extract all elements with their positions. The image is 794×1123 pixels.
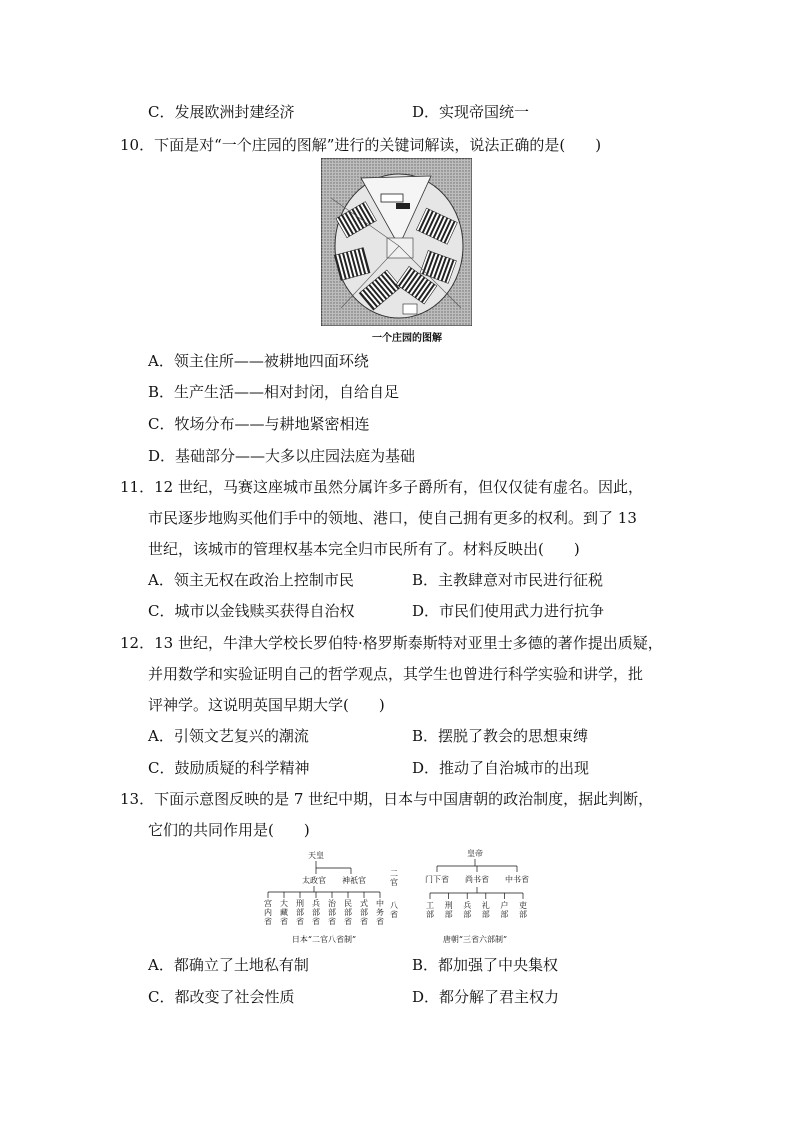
japan-chart-caption: 日本“二官八省制” — [291, 935, 357, 944]
japan-ministry-char: 省 — [312, 917, 320, 926]
q13-option-a: A．都确立了土地私有制 — [148, 956, 309, 974]
q13-stem-line2: 它们的共同作用是( ) — [148, 821, 310, 839]
q11-option-c: C．城市以金钱赎买获得自治权 — [148, 602, 355, 620]
tang-bu-char: 礼 — [481, 901, 490, 910]
q13-option-b: B．都加强了中央集权 — [412, 956, 559, 974]
japan-ministry-char: 务 — [376, 908, 384, 917]
japan-ministry-char: 部 — [296, 908, 304, 917]
japan-ministry-char: 治 — [328, 899, 336, 908]
q10-option-d: D．基础部分——大多以庄园法庭为基础 — [148, 447, 416, 465]
tang-bu-3 — [463, 900, 471, 919]
japan-ministry-7 — [360, 898, 368, 926]
tang-bu-char: 部 — [519, 910, 527, 919]
tang-emperor: 皇帝 — [467, 849, 483, 858]
tang-bu-char: 刑 — [444, 901, 453, 910]
japan-ministry-char: 省 — [280, 917, 288, 926]
tang-bu-char: 部 — [444, 910, 453, 919]
japan-ministry-char: 省 — [264, 917, 272, 926]
q13-stem-line1: 13．下面示意图反映的是 7 世纪中期，日本与中国唐朝的政治制度，据此判断， — [120, 790, 654, 808]
manor-diagram-caption: 一个庄园的图解 — [372, 333, 442, 344]
q12-stem-line1: 12．13 世纪，牛津大学校长罗伯特·格罗斯泰斯特对亚里士多德的著作提出质疑， — [120, 634, 663, 652]
tang-sheng-2: 尚书省 — [465, 875, 489, 884]
japan-bashang-label — [390, 901, 398, 919]
japan-bashang-1: 八 — [390, 901, 398, 910]
japan-ministry-char: 省 — [296, 917, 304, 926]
japan-ministry-char: 内 — [264, 908, 272, 917]
japan-ministry-8 — [376, 898, 384, 926]
japan-ministry-char: 兵 — [312, 899, 320, 908]
q10-stem: 10．下面是对“一个庄园的图解”进行的关键词解读，说法正确的是( ) — [120, 136, 602, 154]
japan-ministry-char: 民 — [344, 899, 352, 908]
tang-bu-2 — [445, 900, 453, 919]
q11-stem-line2: 市民逐步地购买他们手中的领地、港口，使自己拥有更多的权利。到了 13 — [148, 509, 637, 527]
q13-option-d: D．都分解了君主权力 — [412, 988, 560, 1006]
japan-ministry-1 — [264, 898, 272, 926]
japan-ministry-char: 中 — [376, 899, 384, 908]
q11-stem-line3: 世纪，该城市的管理权基本完全归市民所有了。材料反映出( ) — [148, 540, 580, 558]
q11-option-d: D．市民们使用武力进行抗争 — [412, 602, 605, 620]
japan-emperor: 天皇 — [308, 851, 324, 860]
q11-option-a: A．领主无权在政治上控制市民 — [148, 571, 354, 589]
japan-ministry-char: 式 — [360, 899, 368, 908]
q13-option-c: C．都改变了社会性质 — [148, 988, 295, 1006]
japan-ministry-char: 宫 — [264, 899, 272, 908]
japan-ministry-2 — [280, 898, 288, 926]
q10-option-c: C．牧场分布——与耕地紧密相连 — [148, 415, 370, 433]
q9-option-d: D．实现帝国统一 — [412, 103, 530, 121]
manor-diagram-image — [321, 158, 472, 326]
tang-bu-char: 部 — [426, 910, 434, 919]
tang-bu-1 — [426, 901, 434, 919]
japan-org-chart — [256, 846, 406, 946]
q11-option-b: B．主教肆意对市民进行征税 — [412, 571, 604, 589]
japan-dajokan: 太政官 — [302, 876, 326, 885]
tang-sheng-1: 门下省 — [425, 875, 449, 884]
tang-bu-char: 部 — [500, 910, 509, 919]
japan-ministry-char: 大 — [280, 899, 288, 908]
japan-bashang-2: 省 — [390, 910, 398, 919]
tang-bu-5 — [500, 900, 508, 919]
japan-erguan-2: 官 — [390, 878, 398, 887]
q12-option-c: C．鼓励质疑的科学精神 — [148, 759, 310, 777]
tang-bu-char: 吏 — [519, 901, 527, 910]
japan-ministry-5 — [328, 898, 337, 926]
q10-option-a: A．领主住所——被耕地四面环绕 — [148, 352, 369, 370]
japan-ministry-6 — [344, 899, 352, 926]
japan-ministry-char: 刑 — [296, 899, 304, 908]
japan-ministry-char: 藏 — [280, 908, 288, 917]
japan-ministry-char: 省 — [360, 917, 368, 926]
q12-stem-line3: 评神学。这说明英国早期大学( ) — [148, 696, 385, 714]
q12-option-a: A．引领文艺复兴的潮流 — [148, 727, 309, 745]
tang-bu-char: 兵 — [463, 901, 472, 910]
japan-erguan-1: 二 — [390, 869, 398, 878]
tang-bu-char: 户 — [500, 901, 509, 910]
q9-option-c: C．发展欧洲封建经济 — [148, 103, 295, 121]
q12-stem-line2: 并用数学和实验证明自己的哲学观点，其学生也曾进行科学实验和讲学，批 — [148, 665, 644, 683]
tang-bu-char: 部 — [481, 910, 490, 919]
tang-bu-6 — [519, 900, 527, 919]
q11-stem-line1: 11．12 世纪，马赛这座城市虽然分属许多子爵所有，但仅仅徒有虚名。因此， — [120, 478, 643, 496]
tang-chart-caption: 唐朝“三省六部制” — [442, 935, 508, 944]
tang-bu-char: 部 — [463, 910, 472, 919]
q12-option-b: B．摆脱了教会的思想束缚 — [412, 727, 589, 745]
japan-ministry-char: 部 — [328, 908, 336, 917]
q10-option-b: B．生产生活——相对封闭，自给自足 — [148, 383, 400, 401]
tang-org-chart — [415, 846, 535, 946]
japan-ministry-char: 省 — [376, 917, 384, 926]
japan-ministry-char: 部 — [312, 908, 320, 917]
japan-ministry-char: 部 — [344, 908, 352, 917]
japan-jingikan: 神祇官 — [342, 876, 366, 885]
japan-ministry-char: 省 — [328, 917, 336, 926]
manor-diagram — [321, 158, 472, 326]
tang-sheng-3: 中书省 — [505, 875, 529, 884]
japan-ministry-4 — [312, 898, 320, 926]
japan-erguan-label — [390, 869, 398, 887]
japan-ministry-char: 省 — [344, 917, 352, 926]
tang-bu-4 — [482, 900, 490, 919]
q12-option-d: D．推动了自治城市的出现 — [412, 759, 590, 777]
japan-ministry-3 — [296, 898, 304, 926]
japan-ministry-char: 部 — [360, 908, 368, 917]
tang-bu-char: 工 — [426, 901, 434, 910]
